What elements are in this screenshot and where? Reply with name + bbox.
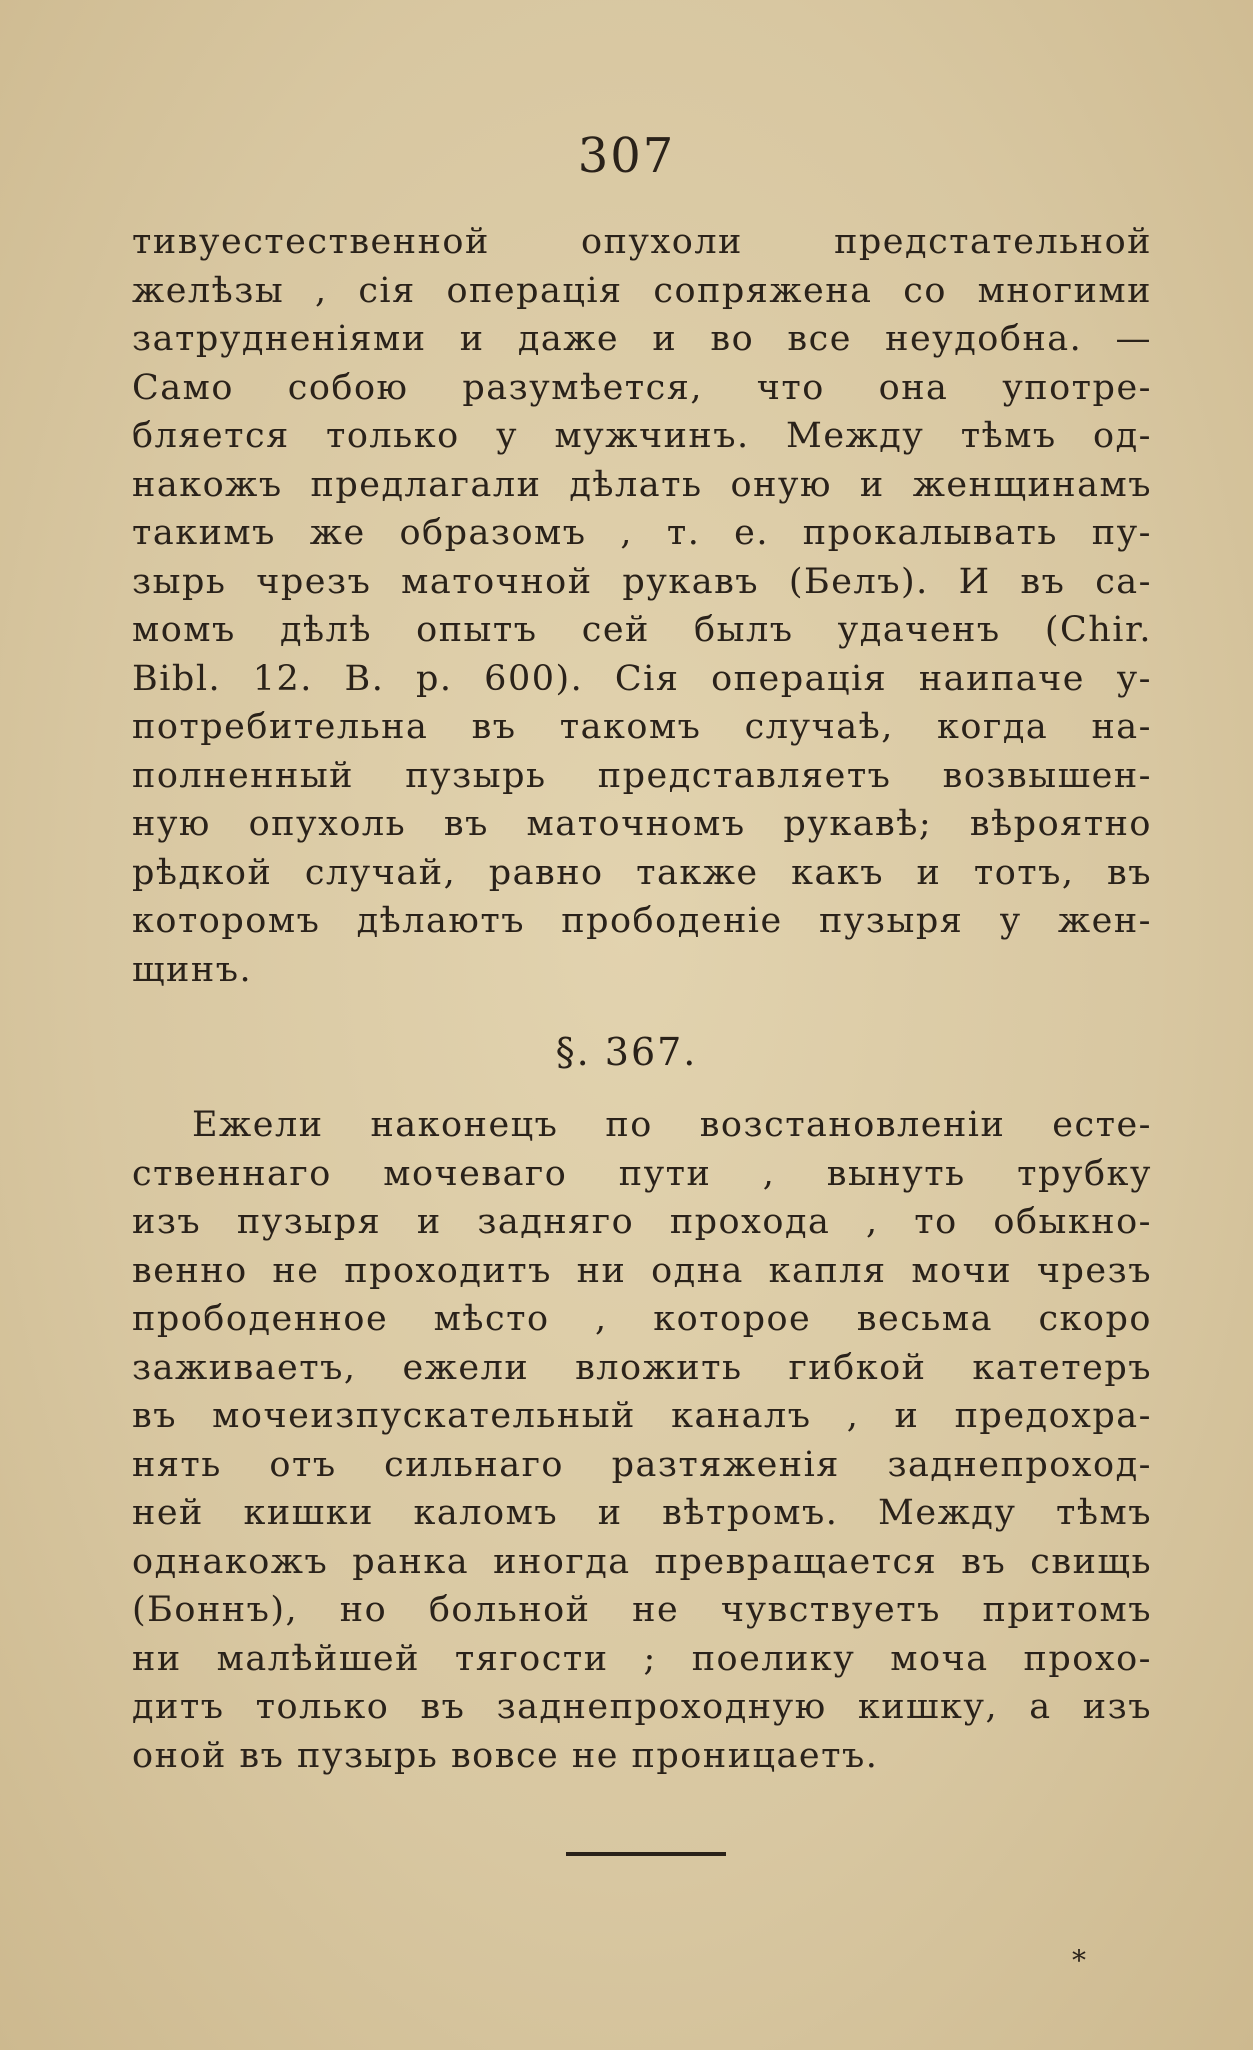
text-line: такимъ же образомъ , т. е. прокалывать пу-: [132, 513, 1152, 553]
text-line: ни малѣйшей тягости ; поелику моча прохо-: [132, 1638, 1152, 1679]
text-line: нять отъ сильнаго разтяженія заднепроход-: [132, 1444, 1152, 1485]
paragraph-1: [132, 218, 1152, 994]
text-line: щинъ.: [132, 949, 253, 990]
text-line: (Боннъ), но больной не чувствуетъ притомъ: [132, 1590, 1152, 1630]
text-line: момъ дѣлѣ опытъ сей былъ удаченъ (Chir.: [132, 610, 1152, 650]
text-line: въ мочеизпускательный каналъ , и предохра-: [132, 1396, 1152, 1436]
text-line: оной въ пузырь вовсе не проницаетъ.: [132, 1735, 879, 1776]
text-line: Ежели наконецъ по возстановленіи есте-: [192, 1105, 1152, 1145]
text-line: полненный пузырь представляетъ возвышен-: [132, 755, 1152, 796]
text-line: ней кишки каломъ и вѣтромъ. Между тѣмъ: [132, 1493, 1152, 1533]
end-rule-divider: [566, 1852, 726, 1856]
text-line: затрудненіями и даже и во все неудобна. —: [132, 319, 1152, 359]
text-line: желѣзы , сія операція сопряжена со многими: [132, 270, 1152, 311]
text-line: заживаетъ, ежели вложить гибкой катетеръ: [132, 1347, 1152, 1388]
text-line: накожъ предлагали дѣлать оную и женщинамъ: [132, 464, 1152, 505]
text-line: зырь чрезъ маточной рукавъ (Белъ). И въ са-: [132, 561, 1152, 602]
text-line: потребительна въ такомъ случаѣ, когда на-: [132, 707, 1152, 747]
text-line: однакожъ ранка иногда превращается въ свищь: [132, 1541, 1152, 1582]
paragraph-2: [132, 1101, 1152, 1780]
text-line: ную опухоль въ маточномъ рукавѣ; вѣроятно: [132, 804, 1152, 844]
text-line: изъ пузыря и задняго прохода , то обыкно-: [132, 1202, 1152, 1242]
footer-star-mark: *: [1072, 1944, 1086, 1977]
page-number: 307: [577, 128, 676, 184]
text-line: венно не проходитъ ни одна капля мочи чрезъ: [132, 1250, 1152, 1291]
text-line: прободенное мѣсто , которое весьма скоро: [132, 1299, 1152, 1339]
text-line: рѣдкой случай, равно также какъ и тотъ, въ: [132, 852, 1152, 893]
text-line: дитъ только въ заднепроходную кишку, а изъ: [132, 1687, 1152, 1727]
section-heading: §. 367.: [555, 1030, 698, 1074]
text-line: которомъ дѣлаютъ прободеніе пузыря у жен-: [132, 901, 1152, 941]
text-line: ственнаго мочеваго пути , вынуть трубку: [132, 1153, 1152, 1194]
text-line: Bibl. 12. B. p. 600). Сія операція наипаче у-: [132, 658, 1152, 699]
text-line: бляется только у мужчинъ. Между тѣмъ од-: [132, 416, 1152, 456]
text-line: Само собою разумѣется, что она употре-: [132, 367, 1152, 408]
text-line: тивуестественной опухоли предстательной: [132, 222, 1152, 262]
